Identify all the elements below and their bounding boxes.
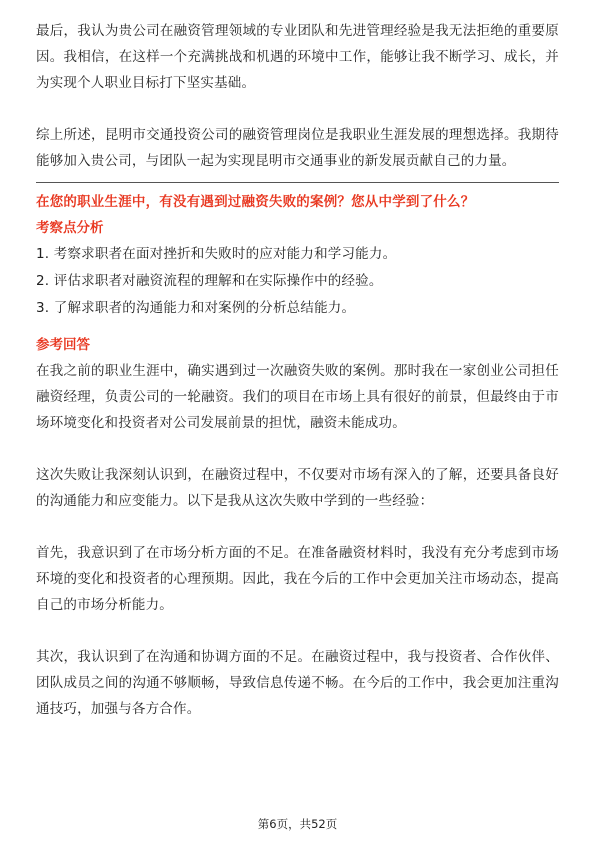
- answer-heading: 参考回答: [36, 337, 90, 353]
- section-divider: [36, 182, 559, 183]
- analysis-item-1: 1. 考察求职者在面对挫折和失败时的应对能力和学习能力。: [36, 246, 397, 262]
- spacer: [36, 618, 559, 644]
- answer-paragraph-1: 在我之前的职业生涯中，确实遇到过一次融资失败的案例。那时我在一家创业公司担任融资经理，负责公司的一轮融资。我们的项目在市场上具有很好的前景，但最终由于市场环境变化和投资者对公司发展前景的担忧，融资未能成功。: [36, 363, 559, 431]
- analysis-item-3: 3. 了解求职者的沟通能力和对案例的分析总结能力。: [36, 300, 356, 316]
- answer-paragraph-3: 首先，我意识到了在市场分析方面的不足。在准备融资材料时，我没有充分考虑到市场环境的变化和投资者的心理预期。因此，我在今后的工作中会更加关注市场动态，提高自己的市场分析能力。: [36, 545, 559, 613]
- answer-paragraph-2: 这次失败让我深刻认识到，在融资过程中，不仅要对市场有深入的了解，还要具备良好的沟通能力和应变能力。以下是我从这次失败中学到的一些经验：: [36, 467, 559, 509]
- document-page: [36, 18, 559, 722]
- analysis-heading: 考察点分析: [36, 220, 104, 236]
- analysis-item-2: 2. 评估求职者对融资流程的理解和在实际操作中的经验。: [36, 273, 383, 289]
- spacer: [36, 96, 559, 122]
- page-indicator: 第6页，共52页: [257, 817, 338, 831]
- page-footer: [0, 816, 595, 832]
- spacer: [36, 436, 559, 462]
- spacer: [36, 322, 559, 332]
- interview-question: 在您的职业生涯中，有没有遇到过融资失败的案例？您从中学到了什么？: [36, 194, 475, 210]
- answer-paragraph-4: 其次，我认识到了在沟通和协调方面的不足。在融资过程中，我与投资者、合作伙伴、团队成员之间的沟通不够顺畅，导致信息传递不畅。在今后的工作中，我会更加注重沟通技巧，加强与各方合作。: [36, 649, 559, 717]
- intro-paragraph-2: 综上所述，昆明市交通投资公司的融资管理岗位是我职业生涯发展的理想选择。我期待能够加入贵公司，与团队一起为实现昆明市交通事业的新发展贡献自己的力量。: [36, 127, 559, 169]
- intro-paragraph-1: 最后，我认为贵公司在融资管理领域的专业团队和先进管理经验是我无法拒绝的重要原因。我相信，在这样一个充满挑战和机遇的环境中工作，能够让我不断学习、成长，并为实现个人职业目标打下坚实基础。: [36, 23, 559, 91]
- spacer: [36, 514, 559, 540]
